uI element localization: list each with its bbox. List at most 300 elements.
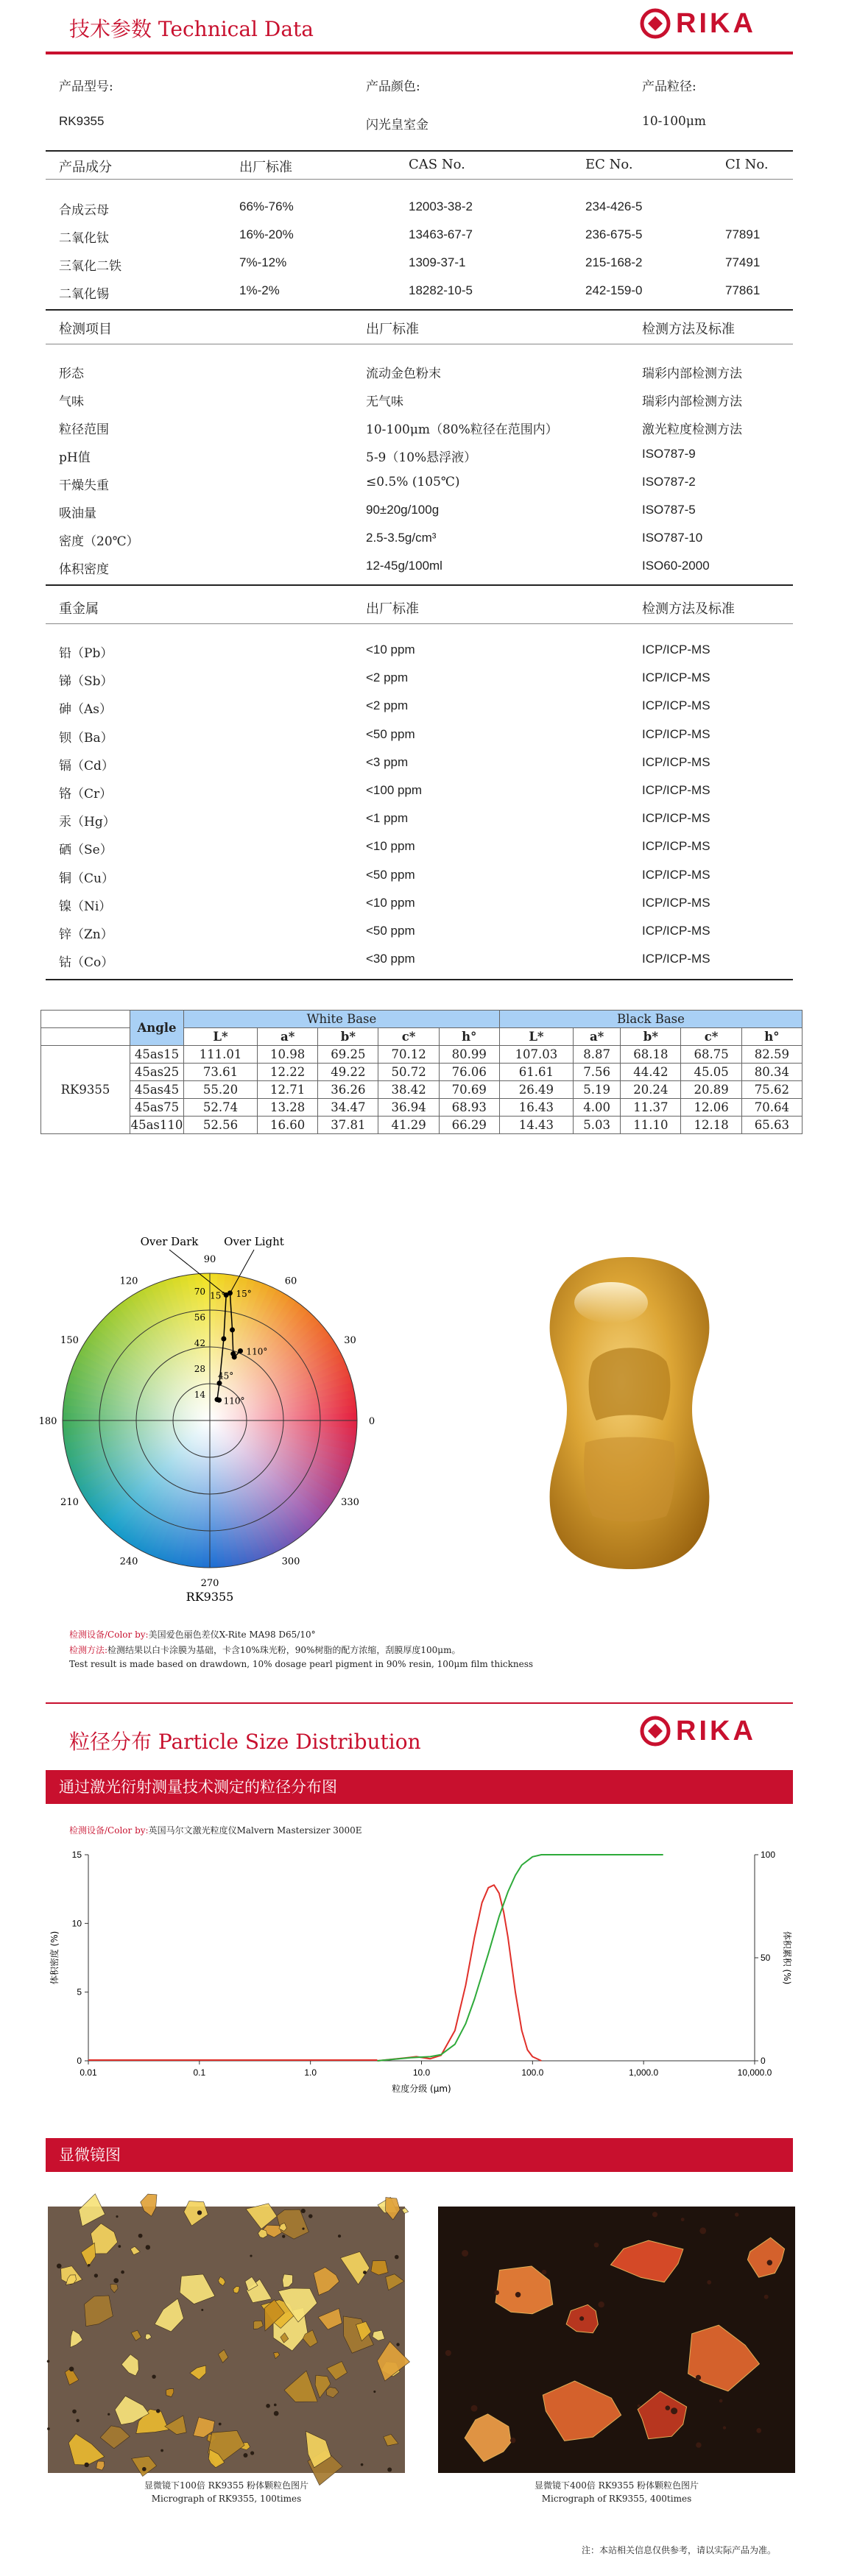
- black-value: 82.59: [741, 1046, 802, 1064]
- white-value: 34.47: [318, 1099, 378, 1117]
- composition-cell: 合成云母: [59, 203, 109, 218]
- over-dark-label: Over Dark: [140, 1235, 199, 1248]
- particle-speck: [396, 2343, 399, 2346]
- particle-speck: [338, 2234, 341, 2237]
- black-value: 44.42: [621, 1064, 681, 1081]
- black-value: 14.43: [499, 1117, 573, 1134]
- tests-cell: 气味: [59, 394, 84, 409]
- point-label: 15°: [210, 1290, 226, 1301]
- angle-cell: 45as45: [130, 1081, 184, 1099]
- particle-speck: [696, 2442, 701, 2447]
- caption-cn: 显微镜下100倍 RK9355 粉体颗粒色图片: [144, 2480, 309, 2491]
- black-value: 68.75: [681, 1046, 741, 1064]
- metals-cell: <30 ppm: [366, 952, 415, 966]
- angle-cell: 45as75: [130, 1099, 184, 1117]
- white-value: 55.20: [184, 1081, 258, 1099]
- particle-speck: [118, 2245, 121, 2248]
- white-value: 68.93: [439, 1099, 499, 1117]
- composition-cell: 12003-38-2: [409, 199, 473, 213]
- black-value: 80.34: [741, 1064, 802, 1081]
- tests-cell: 激光粒度检测方法: [642, 422, 742, 437]
- white-value: 12.22: [258, 1064, 318, 1081]
- metals-cell: ICP/ICP-MS: [642, 754, 710, 769]
- tests-cell: ISO787-9: [642, 447, 696, 461]
- tests-cell: 5-9（10%悬浮液）: [366, 450, 477, 465]
- tests-cell: ISO787-10: [642, 531, 703, 545]
- method-label: 检测方法:: [69, 1645, 108, 1655]
- color-table-row: [41, 1081, 803, 1099]
- y-left-tick-label: 0: [77, 2056, 82, 2066]
- white-value: 16.60: [258, 1117, 318, 1134]
- metals-cell: 铬（Cr）: [59, 787, 113, 802]
- composition-cell: 13463-67-7: [409, 227, 473, 241]
- page-title: 技术参数 Technical Data: [69, 17, 314, 41]
- black-value: 107.03: [499, 1046, 573, 1064]
- tests-cell: 90±20g/100g: [366, 503, 440, 517]
- size-label: 产品粒径:: [642, 79, 696, 94]
- metals-cell: 砷（As）: [59, 702, 113, 718]
- metals-cell: 钴（Co）: [59, 955, 114, 971]
- black-value: 5.19: [573, 1081, 620, 1099]
- composition-cell: 二氧化钛: [59, 231, 109, 246]
- tests-cell: pH值: [59, 450, 91, 465]
- over-light-label: Over Light: [224, 1235, 284, 1248]
- polar-angle-label: 60: [284, 1275, 297, 1287]
- caption-cn: 显微镜下400倍 RK9355 粉体颗粒色图片: [534, 2480, 699, 2491]
- black-value: 20.89: [681, 1081, 741, 1099]
- black-value: 70.64: [741, 1099, 802, 1117]
- black-value: 75.62: [741, 1081, 802, 1099]
- white-value: 76.06: [439, 1064, 499, 1081]
- metals-cell: 镍（Ni）: [59, 899, 112, 914]
- black-value: 68.18: [621, 1046, 681, 1064]
- particle-speck: [282, 2234, 285, 2237]
- particle-speck: [462, 2250, 468, 2257]
- color-table-row: [41, 1099, 803, 1117]
- psd-device-text: 英国马尔文激光粒度仪Malvern Mastersizer 3000E: [148, 1825, 362, 1836]
- y-right-tick-label: 0: [761, 2056, 766, 2066]
- metals-header-2: 检测方法及标准: [642, 601, 735, 617]
- particle-speck: [373, 2391, 375, 2393]
- particle-speck: [219, 2423, 222, 2426]
- particle-speck: [84, 2463, 88, 2467]
- particle-speck: [671, 2407, 677, 2414]
- color-value: 闪光皇室金: [366, 118, 428, 132]
- particle-speck: [681, 2218, 685, 2221]
- color-table-row: [41, 1117, 803, 1134]
- polar-angle-label: 30: [344, 1335, 356, 1346]
- section-divider: [46, 1702, 793, 1704]
- particle-speck: [699, 2227, 706, 2234]
- tests-cell: 瑞彩内部检测方法: [642, 367, 742, 381]
- y-left-axis-label: 体积密度 (%): [49, 1931, 60, 1985]
- white-value: 70.12: [378, 1046, 439, 1064]
- particle-speck: [363, 2271, 367, 2274]
- tests-cell: ≤0.5% (105℃): [366, 475, 460, 489]
- particle-speck: [579, 2316, 584, 2321]
- tests-cell: 形态: [59, 367, 84, 381]
- black-value: 4.00: [573, 1099, 620, 1117]
- tests-header-0: 检测项目: [59, 322, 112, 337]
- metals-cell: 汞（Hg）: [59, 815, 116, 830]
- white-value: 36.94: [378, 1099, 439, 1117]
- particle-speck: [719, 2399, 723, 2403]
- particle-speck: [707, 2280, 711, 2285]
- polar-radial-label: 56: [194, 1312, 205, 1323]
- metals-header-1: 出厂标准: [366, 601, 419, 617]
- y-right-tick-label: 100: [761, 1850, 776, 1860]
- polar-radial-label: 14: [194, 1390, 205, 1400]
- point-label: 110°: [246, 1346, 268, 1357]
- tests-cell: 2.5-3.5g/cm³: [366, 531, 437, 545]
- tests-header-2: 检测方法及标准: [642, 322, 735, 337]
- polar-point: [216, 1381, 222, 1386]
- particle-speck: [116, 2215, 118, 2218]
- particle-speck: [138, 2234, 143, 2238]
- metals-cell: <1 ppm: [366, 811, 409, 826]
- polar-point: [221, 1336, 226, 1341]
- white-col-header: a*: [258, 1028, 318, 1046]
- white-col-header: L*: [184, 1028, 258, 1046]
- black-value: 5.03: [573, 1117, 620, 1134]
- tests-cell: 干燥失重: [59, 478, 109, 493]
- white-col-header: c*: [378, 1028, 439, 1046]
- white-value: 13.28: [258, 1099, 318, 1117]
- particle-speck: [113, 2278, 119, 2283]
- black-value: 26.49: [499, 1081, 573, 1099]
- composition-header-1: 出厂标准: [239, 160, 292, 175]
- divider: [46, 623, 793, 624]
- particle-speck: [146, 2245, 150, 2249]
- method-english: Test result is made based on drawdown, 10% dosage pearl pigment in 90% resin, 100μm film thickness: [69, 1659, 534, 1669]
- cumulative-volume-line: [378, 1855, 663, 2061]
- white-value: 69.25: [318, 1046, 378, 1064]
- x-tick-label: 1.0: [304, 2067, 317, 2078]
- white-value: 41.29: [378, 1117, 439, 1134]
- black-value: 12.18: [681, 1117, 741, 1134]
- particle-speck: [598, 2301, 604, 2307]
- composition-cell: 三氧化二铁: [59, 259, 121, 274]
- metals-cell: <2 ppm: [366, 670, 409, 685]
- particle-speck: [121, 2271, 124, 2274]
- polar-caption: RK9355: [186, 1590, 234, 1604]
- color-table-blank: [41, 1011, 130, 1028]
- x-tick-label: 1,000.0: [629, 2067, 659, 2078]
- psd-device-label: 检测设备/Color by:: [69, 1825, 149, 1836]
- white-value: 12.71: [258, 1081, 318, 1099]
- particle-speck: [594, 2243, 599, 2248]
- metals-cell: <3 ppm: [366, 754, 409, 769]
- white-value: 50.72: [378, 1064, 439, 1081]
- particle-speck: [723, 2426, 726, 2429]
- x-tick-label: 10,000.0: [737, 2067, 772, 2078]
- white-value: 66.29: [439, 1117, 499, 1134]
- metals-cell: <10 ppm: [366, 643, 415, 657]
- composition-header-4: CI No.: [725, 157, 769, 172]
- caption-en: Micrograph of RK9355, 400times: [541, 2494, 692, 2504]
- particle-speck: [266, 2404, 270, 2408]
- metals-cell: 锌（Zn）: [59, 927, 113, 942]
- particle-speck: [495, 2290, 499, 2295]
- metals-cell: <50 ppm: [366, 726, 415, 741]
- white-value: 37.81: [318, 1117, 378, 1134]
- black-value: 7.56: [573, 1064, 620, 1081]
- tests-cell: 瑞彩内部检测方法: [642, 394, 742, 409]
- white-value: 36.26: [318, 1081, 378, 1099]
- particle-speck: [57, 2263, 62, 2268]
- polar-radial-label: 42: [194, 1338, 205, 1348]
- x-tick-label: 0.1: [193, 2067, 206, 2078]
- rika-logo: [639, 7, 756, 40]
- color-table-blank: [41, 1028, 130, 1046]
- metals-cell: ICP/ICP-MS: [642, 839, 710, 854]
- metals-cell: ICP/ICP-MS: [642, 670, 710, 685]
- composition-cell: 215-168-2: [585, 255, 643, 269]
- composition-header-2: CAS No.: [409, 157, 465, 172]
- composition-cell: 77861: [725, 283, 761, 297]
- divider: [46, 309, 793, 311]
- particle-size-chart: [44, 1840, 795, 2112]
- model-value: RK9355: [59, 114, 105, 128]
- black-value: 65.63: [741, 1117, 802, 1134]
- footer-note: 注：本站相关信息仅供参考，请以实际产品为准。: [582, 2545, 777, 2555]
- y-left-tick-label: 10: [71, 1918, 82, 1929]
- x-tick-label: 10.0: [412, 2067, 431, 2078]
- particle-speck: [274, 2411, 279, 2416]
- metals-cell: <100 ppm: [366, 783, 423, 797]
- polar-angle-label: 0: [368, 1416, 375, 1427]
- particle-speck: [515, 2292, 521, 2297]
- product-cell: RK9355: [41, 1046, 130, 1134]
- polar-angle-label: 180: [38, 1416, 57, 1427]
- y-right-tick-label: 50: [761, 1953, 771, 1963]
- particle-speck: [47, 2427, 50, 2430]
- tests-cell: 流动金色粉末: [366, 367, 441, 381]
- particle-speck: [250, 2451, 254, 2455]
- y-left-tick-label: 5: [77, 1986, 82, 1998]
- tests-cell: 粒径范围: [59, 422, 109, 437]
- color-data-table: [40, 1010, 803, 1134]
- metals-cell: ICP/ICP-MS: [642, 952, 710, 966]
- black-value: 11.10: [621, 1117, 681, 1134]
- polar-radial-label: 28: [194, 1364, 205, 1374]
- composition-cell: 234-426-5: [585, 199, 643, 213]
- method-text: 检测结果以白卡涂膜为基础，卡含10%珠光粉，90%树脂的配方浓缩，刮膜厚度100μm。: [107, 1645, 461, 1655]
- white-value: 80.99: [439, 1046, 499, 1064]
- particle-speck: [395, 2255, 399, 2260]
- particle-speck: [638, 2405, 641, 2407]
- polar-point: [216, 1398, 222, 1403]
- black-col-header: b*: [621, 1028, 681, 1046]
- black-value: 12.06: [681, 1099, 741, 1117]
- black-base-header: Black Base: [499, 1011, 802, 1028]
- metals-cell: <10 ppm: [366, 895, 415, 910]
- polar-angle-label: 150: [60, 1335, 79, 1346]
- divider: [46, 179, 793, 180]
- rika-logo-text: RIKA: [676, 7, 756, 39]
- y-right-axis-label: 体积累积 (%): [782, 1931, 792, 1985]
- metals-cell: 铅（Pb）: [59, 646, 113, 661]
- white-col-header: h°: [439, 1028, 499, 1046]
- particle-speck: [244, 2453, 248, 2458]
- particle-speck: [471, 2405, 478, 2412]
- particle-speck: [666, 2405, 671, 2410]
- white-value: 52.56: [184, 1117, 258, 1134]
- tests-cell: 10-100μm（80%粒径在范围内）: [366, 422, 558, 437]
- black-col-header: L*: [499, 1028, 573, 1046]
- x-axis-label: 粒度分级 (μm): [392, 2084, 451, 2094]
- metals-cell: ICP/ICP-MS: [642, 783, 710, 797]
- composition-cell: 77491: [725, 255, 761, 269]
- particle-speck: [152, 2374, 155, 2378]
- metals-cell: ICP/ICP-MS: [642, 698, 710, 713]
- particle-speck: [510, 2438, 516, 2444]
- x-tick-label: 0.01: [80, 2067, 97, 2078]
- white-value: 38.42: [378, 1081, 439, 1099]
- point-label: 45°: [217, 1370, 234, 1381]
- particle-speck: [69, 2367, 74, 2371]
- tests-cell: ISO787-5: [642, 503, 696, 517]
- particle-speck: [767, 2260, 772, 2265]
- y-left-tick-label: 15: [71, 1850, 82, 1860]
- divider: [46, 150, 793, 152]
- particle: [371, 2261, 388, 2276]
- black-value: 8.87: [573, 1046, 620, 1064]
- metals-cell: 铜（Cu）: [59, 871, 114, 886]
- color-table-row: [41, 1064, 803, 1081]
- black-value: 20.24: [621, 1081, 681, 1099]
- device-label: 检测设备/Color by:: [69, 1630, 149, 1640]
- metals-cell: 锑（Sb）: [59, 674, 113, 690]
- color-table-row: [41, 1046, 803, 1064]
- polar-angle-label: 210: [60, 1497, 79, 1508]
- divider: [46, 584, 793, 586]
- particle-speck: [301, 2209, 306, 2213]
- sample-car-image: [541, 1251, 718, 1575]
- black-col-header: a*: [573, 1028, 620, 1046]
- polar-point: [230, 1327, 235, 1332]
- tests-cell: 12-45g/100ml: [366, 559, 442, 573]
- angle-cell: 45as15: [130, 1046, 184, 1064]
- white-base-header: White Base: [184, 1011, 500, 1028]
- particle-speck: [47, 2360, 50, 2363]
- rika-logo-icon: [639, 7, 671, 40]
- composition-cell: 242-159-0: [585, 283, 643, 297]
- particle-speck: [764, 2295, 769, 2299]
- metals-cell: 硒（Se）: [59, 843, 113, 858]
- x-tick-label: 100.0: [521, 2067, 544, 2078]
- metals-cell: ICP/ICP-MS: [642, 643, 710, 657]
- polar-radial-label: 70: [194, 1287, 205, 1297]
- header-divider: [46, 52, 793, 54]
- white-value: 49.22: [318, 1064, 378, 1081]
- angle-cell: 45as25: [130, 1064, 184, 1081]
- composition-header-3: EC No.: [585, 157, 633, 172]
- particle-speck: [250, 2254, 252, 2257]
- composition-cell: 77891: [725, 227, 761, 241]
- composition-cell: 16%-20%: [239, 227, 294, 241]
- composition-cell: 二氧化锡: [59, 287, 109, 302]
- particle-speck: [76, 2419, 79, 2422]
- psd-title: 粒径分布 Particle Size Distribution: [69, 1730, 421, 1754]
- micrograph-400x: [438, 2207, 795, 2473]
- white-value: 10.98: [258, 1046, 318, 1064]
- micrograph-100x: [48, 2207, 405, 2473]
- metals-cell: 钡（Ba）: [59, 730, 113, 746]
- particle-speck: [72, 2410, 77, 2414]
- particle-speck: [652, 2212, 657, 2217]
- composition-cell: 236-675-5: [585, 227, 643, 241]
- color-polar-chart: [38, 1207, 383, 1604]
- metals-cell: ICP/ICP-MS: [642, 895, 710, 910]
- metals-header-0: 重金属: [59, 601, 99, 617]
- metals-cell: ICP/ICP-MS: [642, 811, 710, 826]
- rika-logo-icon: [639, 1715, 671, 1747]
- black-value: 45.05: [681, 1064, 741, 1081]
- particle-speck: [201, 2309, 203, 2311]
- particle-speck: [94, 2274, 98, 2277]
- metals-cell: <10 ppm: [366, 839, 415, 854]
- composition-cell: 66%-76%: [239, 199, 294, 213]
- metals-cell: <50 ppm: [366, 867, 415, 882]
- caption-en: Micrograph of RK9355, 100times: [151, 2494, 302, 2504]
- particle-speck: [387, 2468, 392, 2472]
- particle-speck: [142, 2467, 147, 2471]
- white-value: 52.74: [184, 1099, 258, 1117]
- metals-cell: ICP/ICP-MS: [642, 726, 710, 741]
- particle-speck: [274, 2404, 277, 2407]
- polar-point: [232, 1354, 237, 1359]
- composition-header-0: 产品成分: [59, 160, 112, 175]
- black-col-header: h°: [741, 1028, 802, 1046]
- polar-angle-label: 90: [203, 1254, 216, 1265]
- black-value: 16.43: [499, 1099, 573, 1117]
- particle-speck: [756, 2428, 761, 2433]
- composition-cell: 7%-12%: [239, 255, 287, 269]
- divider: [46, 979, 793, 980]
- particle-speck: [156, 2409, 160, 2413]
- color-label: 产品颜色:: [366, 79, 420, 94]
- micro-section-bar: 显微镜图: [46, 2138, 793, 2172]
- polar-angle-label: 120: [119, 1275, 138, 1287]
- composition-cell: 1%-2%: [239, 283, 280, 297]
- model-label: 产品型号:: [59, 79, 113, 94]
- particle-speck: [696, 2375, 701, 2380]
- black-value: 11.37: [621, 1099, 681, 1117]
- polar-angle-label: 300: [281, 1556, 300, 1568]
- particle-speck: [161, 2449, 163, 2452]
- rika-logo: [639, 1715, 756, 1747]
- angle-cell: 45as110: [130, 1117, 184, 1134]
- tests-cell: 无气味: [366, 394, 403, 409]
- white-value: 70.69: [439, 1081, 499, 1099]
- point-label: 15°: [236, 1288, 252, 1299]
- particle-speck: [302, 2228, 304, 2230]
- particle-speck: [308, 2214, 313, 2218]
- metals-cell: ICP/ICP-MS: [642, 867, 710, 882]
- composition-cell: 1309-37-1: [409, 255, 466, 269]
- tests-header-1: 出厂标准: [366, 322, 419, 337]
- particle-speck: [107, 2413, 110, 2416]
- polar-angle-label: 330: [341, 1497, 359, 1508]
- device-text: 美国爱色丽色差仪X-Rite MA98 D65/10°: [148, 1630, 316, 1640]
- angle-header: Angle: [130, 1011, 184, 1046]
- tests-cell: ISO60-2000: [642, 559, 710, 573]
- polar-point: [238, 1348, 243, 1354]
- size-value: 10-100μm: [642, 114, 706, 129]
- rika-logo-text: RIKA: [676, 1715, 756, 1747]
- white-col-header: b*: [318, 1028, 378, 1046]
